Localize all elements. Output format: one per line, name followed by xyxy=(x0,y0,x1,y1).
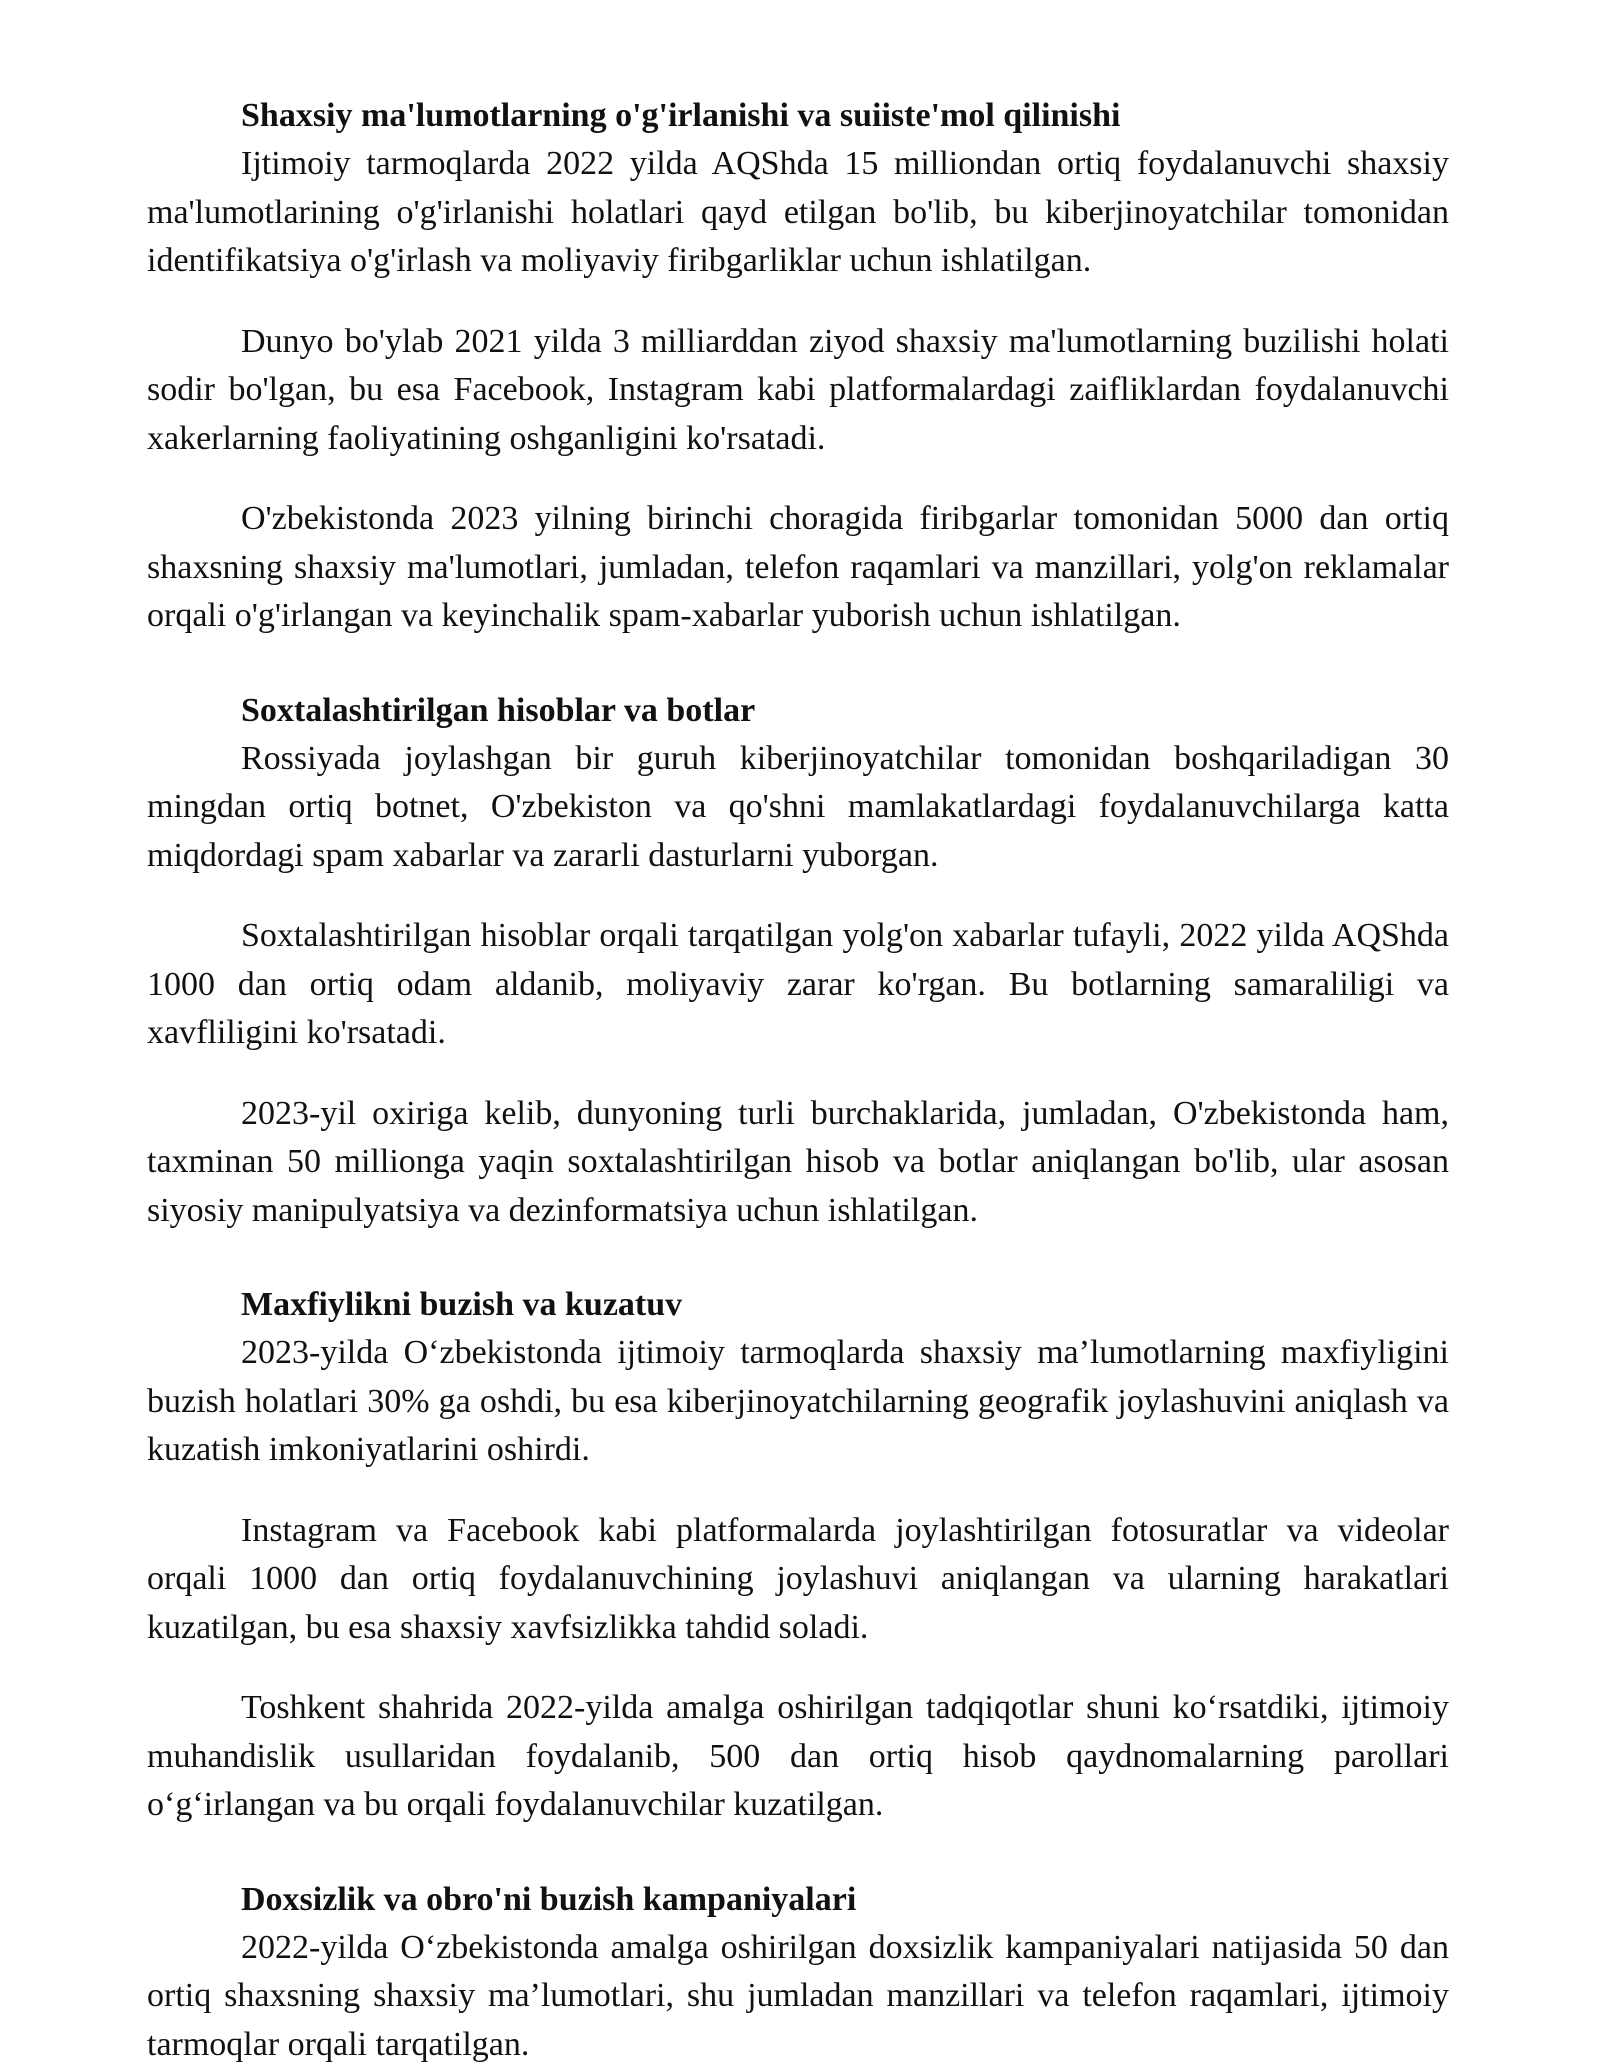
paragraph: Toshkent shahrida 2022-yilda amalga oshirilgan tadqiqotlar shuni ko‘rsatdiki, ijtimoiy muhandislik usullaridan foydalanib, 500 dan ortiq hisob qaydnomalarning parollari o‘g‘irlangan va bu orqali foydalanuvchilar kuzatilgan. xyxy=(147,1689,1449,1823)
paragraph: 2023-yilda O‘zbekistonda ijtimoiy tarmoqlarda shaxsiy ma’lumotlarning maxfiyligini buzish holatlari 30% ga oshdi, bu esa kiberjinoyatchilarning geografik joylashuvini aniqlash va kuzatish imkoniyatlarini oshirdi. xyxy=(147,1334,1449,1468)
paragraph: Dunyo bo'ylab 2021 yilda 3 milliarddan ziyod shaxsiy ma'lumotlarning buzilishi holati sodir bo'lgan, bu esa Facebook, Instagram kabi platformalardagi zaifliklardan foydalanuvchi xakerlarning faoliyatining oshganligini ko'rsatadi. xyxy=(147,322,1449,457)
section-heading: Maxfiylikni buzish va kuzatuv xyxy=(241,1286,683,1323)
paragraph: 2022-yilda O‘zbekistonda amalga oshirilgan doxsizlik kampaniyalari natijasida 50 dan ortiq shaxsning shaxsiy ma’lumotlari, shu jumladan manzillari va telefon raqamlari, ijtimoiy tarmoqlar orqali tarqatilgan. xyxy=(147,1928,1449,2063)
paragraph: Soxtalashtirilgan hisoblar orqali tarqatilgan yolg'on xabarlar tufayli, 2022 yilda AQShda 1000 dan ortiq odam aldanib, moliyaviy zarar ko'rgan. Bu botlarning samaraliligi va xavfliligini ko'rsatadi. xyxy=(147,917,1449,1051)
paragraph: Instagram va Facebook kabi platformalarda joylashtirilgan fotosuratlar va videolar orqali 1000 dan ortiq foydalanuvchining joylashuvi aniqlangan va ularning harakatlari kuzatilgan, bu esa shaxsiy xavfsizlikka tahdid soladi. xyxy=(147,1511,1449,1646)
paragraph: 2023-yil oxiriga kelib, dunyoning turli burchaklarida, jumladan, O'zbekistonda ham, taxminan 50 millionga yaqin soxtalashtirilgan hisob va botlar aniqlangan bo'lib, ular asosan siyosiy manipulyatsiya va dezinformatsiya uchun ishlatilgan. xyxy=(147,1094,1449,1229)
document-page xyxy=(147,92,1449,2069)
paragraph: Ijtimoiy tarmoqlarda 2022 yilda AQShda 15 milliondan ortiq foydalanuvchi shaxsiy ma'lumotlarining o'g'irlanishi holatlari qayd etilgan bo'lib, bu kiberjinoyatchilar tomonidan identifikatsiya o'g'irlash va moliyaviy firibgarliklar uchun ishlatilgan. xyxy=(147,145,1449,279)
paragraph: O'zbekistonda 2023 yilning birinchi choragida firibgarlar tomonidan 5000 dan ortiq shaxsning shaxsiy ma'lumotlari, jumladan, telefon raqamlari va manzillari, yolg'on reklamalar orqali o'g'irlangan va keyinchalik spam-xabarlar yuborish uchun ishlatilgan. xyxy=(147,500,1449,634)
section-privacy-surveillance xyxy=(147,1281,1449,1830)
section-doxxing-reputation xyxy=(147,1876,1449,2070)
section-heading: Shaxsiy ma'lumotlarning o'g'irlanishi va suiiste'mol qilinishi xyxy=(241,97,1121,134)
paragraph: Rossiyada joylashgan bir guruh kiberjinoyatchilar tomonidan boshqariladigan 30 mingdan ortiq botnet, O'zbekiston va qo'shni mamlakatlardagi foydalanuvchilarga katta miqdordagi spam xabarlar va zararli dasturlarni yuborgan. xyxy=(147,739,1449,874)
section-personal-data-theft xyxy=(147,92,1449,641)
section-fake-accounts-bots xyxy=(147,687,1449,1236)
section-heading: Soxtalashtirilgan hisoblar va botlar xyxy=(241,691,756,729)
section-heading: Doxsizlik va obro'ni buzish kampaniyalari xyxy=(241,1880,857,1918)
